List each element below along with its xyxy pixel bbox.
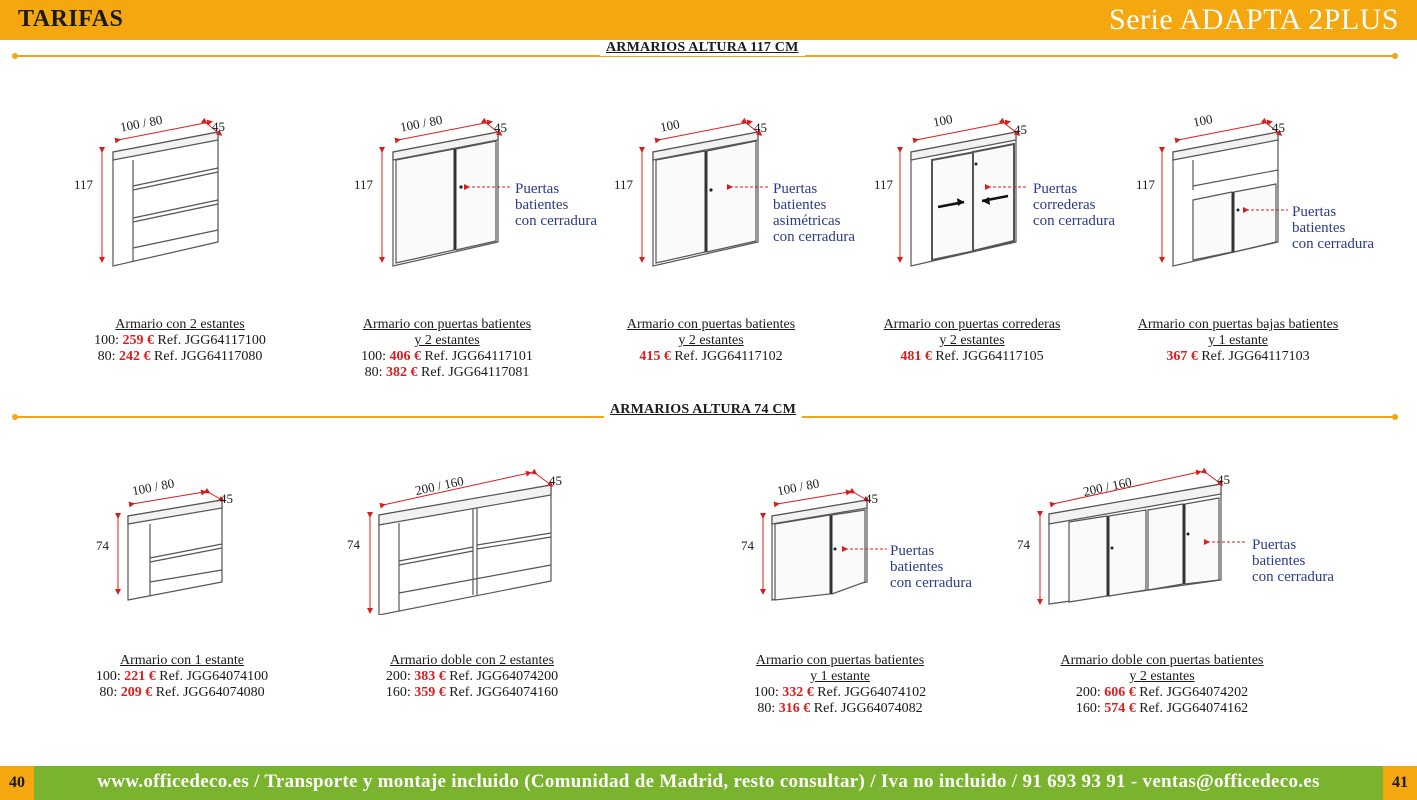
note-line: con cerradura xyxy=(773,229,856,245)
caption-text: Ref. JGG64117100 xyxy=(157,333,266,348)
caption-text: Ref. JGG64117102 xyxy=(674,349,783,364)
caption-item-3 xyxy=(852,317,1092,365)
dim-height: 117 xyxy=(614,177,634,192)
dim-width: 200 / 160 xyxy=(1081,474,1133,500)
dim-height: 74 xyxy=(96,538,109,553)
dim-height: 74 xyxy=(1017,537,1030,552)
dim-depth: 45 xyxy=(549,473,562,488)
caption-item-7 xyxy=(720,653,960,717)
cabinet-1-shelf-drawing xyxy=(80,470,250,610)
note-item-1 xyxy=(515,181,597,229)
caption-text: 80: xyxy=(364,365,383,380)
caption-text: Armario con puertas batientes xyxy=(755,653,925,668)
price-value: 259 € xyxy=(122,333,154,348)
footer-bar xyxy=(0,766,1417,800)
caption-text: Ref. JGG64074082 xyxy=(813,701,923,716)
price-line xyxy=(720,685,960,701)
price-line xyxy=(852,349,1092,365)
dim-height: 117 xyxy=(1136,177,1156,192)
price-value: 382 € xyxy=(386,365,418,380)
note-line: Puertas xyxy=(515,181,560,197)
caption-text: Ref. JGG64074100 xyxy=(159,669,269,684)
caption-text: 100: xyxy=(95,669,121,684)
header-right-title: Serie ADAPTA 2PLUS xyxy=(1109,3,1399,36)
note-line: Puertas xyxy=(1033,181,1078,197)
caption-text: y 1 estante xyxy=(810,669,870,684)
note-item-3 xyxy=(1033,181,1115,229)
note-line: batientes xyxy=(773,197,827,213)
caption-text: Ref. JGG64074200 xyxy=(449,669,559,684)
note-line: Puertas xyxy=(1292,204,1337,220)
caption-text: Armario doble con 2 estantes xyxy=(389,653,555,668)
caption-text: Armario con puertas batientes xyxy=(362,317,532,332)
caption-text: Ref. JGG64117103 xyxy=(1201,349,1310,364)
price-value: 316 € xyxy=(778,701,811,716)
price-line xyxy=(352,685,592,701)
caption-text: 100: xyxy=(94,333,119,348)
cabinet-double-doors-drawing xyxy=(1005,462,1245,612)
header-bar xyxy=(0,0,1417,40)
dim-width: 100 / 80 xyxy=(130,475,176,499)
price-value: 606 € xyxy=(1104,685,1136,700)
note-line: batientes xyxy=(890,559,944,575)
cabinet-doors-74-drawing xyxy=(725,470,895,610)
caption-text: Ref. JGG64117080 xyxy=(154,349,263,364)
rule-dot xyxy=(1392,414,1398,420)
note-line: batientes xyxy=(1252,553,1306,569)
note-line: batientes xyxy=(1292,220,1346,236)
price-value: 415 € xyxy=(639,349,671,364)
caption-text: y 1 estante xyxy=(1208,333,1268,348)
caption-text: 80: xyxy=(757,701,776,716)
note-item-7 xyxy=(890,543,972,591)
note-item-2 xyxy=(773,181,855,245)
dim-width: 100 / 80 xyxy=(398,111,444,135)
price-line xyxy=(1108,349,1368,365)
cabinet-double-2-shelves-drawing xyxy=(335,465,575,615)
page-number-right: 41 xyxy=(1383,766,1417,800)
section-title-74: ARMARIOS ALTURA 74 CM xyxy=(604,402,802,418)
note-line: con cerradura xyxy=(890,575,973,591)
caption-text: Armario con puertas correderas xyxy=(883,317,1061,332)
caption-item-5 xyxy=(62,653,302,701)
caption-text: Ref. JGG64074162 xyxy=(1139,701,1249,716)
price-value: 332 € xyxy=(782,685,814,700)
dim-height: 117 xyxy=(74,177,94,192)
note-line: Puertas xyxy=(1252,537,1297,553)
price-value: 242 € xyxy=(119,349,151,364)
caption-item-8 xyxy=(1032,653,1292,717)
caption-text: 160: xyxy=(385,685,411,700)
note-line: asimétricas xyxy=(773,213,841,229)
price-value: 209 € xyxy=(120,685,153,700)
rule-dot xyxy=(1392,53,1398,59)
price-line xyxy=(60,349,300,365)
caption-text: 200: xyxy=(385,669,411,684)
caption-text: Armario doble con puertas batientes xyxy=(1060,653,1264,668)
caption-item-4 xyxy=(1108,317,1368,365)
note-item-4 xyxy=(1292,204,1374,252)
caption-text: Ref. JGG64074080 xyxy=(155,685,265,700)
caption-text: Armario con puertas bajas batientes xyxy=(1137,317,1339,332)
header-left-title: TARIFAS xyxy=(18,6,124,32)
dim-width: 100 xyxy=(658,116,681,135)
dim-height: 74 xyxy=(347,537,360,552)
caption-text: Ref. JGG64074202 xyxy=(1139,685,1249,700)
page-number-left: 40 xyxy=(0,766,34,800)
note-line: con cerradura xyxy=(1292,236,1375,252)
price-value: 406 € xyxy=(389,349,421,364)
price-line xyxy=(327,365,567,381)
cabinet-sliding-doors-drawing xyxy=(858,100,1038,280)
caption-text: y 2 estantes xyxy=(939,333,1005,348)
price-line xyxy=(60,333,300,349)
cabinet-low-doors-drawing xyxy=(1120,100,1300,280)
dim-width: 200 / 160 xyxy=(413,473,465,499)
note-line: con cerradura xyxy=(515,213,598,229)
price-line xyxy=(352,669,592,685)
dim-height: 117 xyxy=(354,177,374,192)
price-value: 221 € xyxy=(124,669,156,684)
caption-text: Ref. JGG64074102 xyxy=(817,685,927,700)
price-line xyxy=(720,701,960,717)
dim-height: 74 xyxy=(741,538,754,553)
caption-text: 160: xyxy=(1075,701,1101,716)
caption-text: 100: xyxy=(361,349,386,364)
dim-width: 100 / 80 xyxy=(118,111,164,135)
note-line: Puertas xyxy=(773,181,818,197)
caption-item-1 xyxy=(327,317,567,381)
dim-width: 100 / 80 xyxy=(775,475,821,499)
caption-text: y 2 estantes xyxy=(414,333,480,348)
note-line: con cerradura xyxy=(1252,569,1335,585)
caption-text: 80: xyxy=(99,685,118,700)
note-line: con cerradura xyxy=(1033,213,1116,229)
caption-item-0 xyxy=(60,317,300,365)
caption-item-2 xyxy=(591,317,831,365)
price-value: 367 € xyxy=(1166,349,1198,364)
price-value: 359 € xyxy=(414,685,446,700)
dim-width: 100 xyxy=(1191,111,1214,130)
dim-depth: 45 xyxy=(754,120,767,135)
price-line xyxy=(327,349,567,365)
caption-text: Ref. JGG64074160 xyxy=(449,685,559,700)
price-value: 574 € xyxy=(1104,701,1136,716)
price-line xyxy=(1032,685,1292,701)
dim-depth: 45 xyxy=(1217,472,1230,487)
dim-depth: 45 xyxy=(865,491,878,506)
price-value: 383 € xyxy=(414,669,446,684)
dim-height: 117 xyxy=(874,177,894,192)
price-line xyxy=(62,669,302,685)
price-line xyxy=(591,349,831,365)
price-value: 481 € xyxy=(900,349,932,364)
dim-depth: 45 xyxy=(220,491,233,506)
note-line: correderas xyxy=(1033,197,1096,213)
note-item-8 xyxy=(1252,537,1334,585)
cabinet-2-shelves-drawing xyxy=(60,100,240,280)
caption-text: 200: xyxy=(1075,685,1101,700)
caption-text: Armario con 1 estante xyxy=(119,653,244,668)
caption-text: Armario con puertas batientes xyxy=(626,317,796,332)
dim-depth: 45 xyxy=(494,120,507,135)
caption-text: Ref. JGG64117101 xyxy=(424,349,533,364)
note-line: Puertas xyxy=(890,543,935,559)
caption-text: Ref. JGG64117105 xyxy=(935,349,1044,364)
dim-depth: 45 xyxy=(212,119,225,134)
note-line: batientes xyxy=(515,197,569,213)
footer-contact-text[interactable]: www.officedeco.es / Transporte y montaje incluido (Comunidad de Madrid, resto consultar) / Iva no incluido / 91 693 93 91 - ventas@officedeco.es xyxy=(97,771,1320,792)
caption-item-6 xyxy=(352,653,592,701)
caption-text: y 2 estantes xyxy=(1129,669,1195,684)
price-line xyxy=(62,685,302,701)
caption-text: 80: xyxy=(97,349,116,364)
cabinet-doors-drawing xyxy=(340,100,520,280)
item-name: Armario con 2 estantes xyxy=(115,317,245,332)
section-title-117: ARMARIOS ALTURA 117 CM xyxy=(600,40,805,56)
dim-depth: 45 xyxy=(1014,122,1027,137)
caption-text: 100: xyxy=(753,685,779,700)
price-line xyxy=(1032,701,1292,717)
caption-text: y 2 estantes xyxy=(678,333,744,348)
dim-width: 100 xyxy=(931,111,954,130)
dim-depth: 45 xyxy=(1272,120,1285,135)
caption-text: Ref. JGG64117081 xyxy=(421,365,530,380)
cabinet-asym-doors-drawing xyxy=(600,100,780,280)
